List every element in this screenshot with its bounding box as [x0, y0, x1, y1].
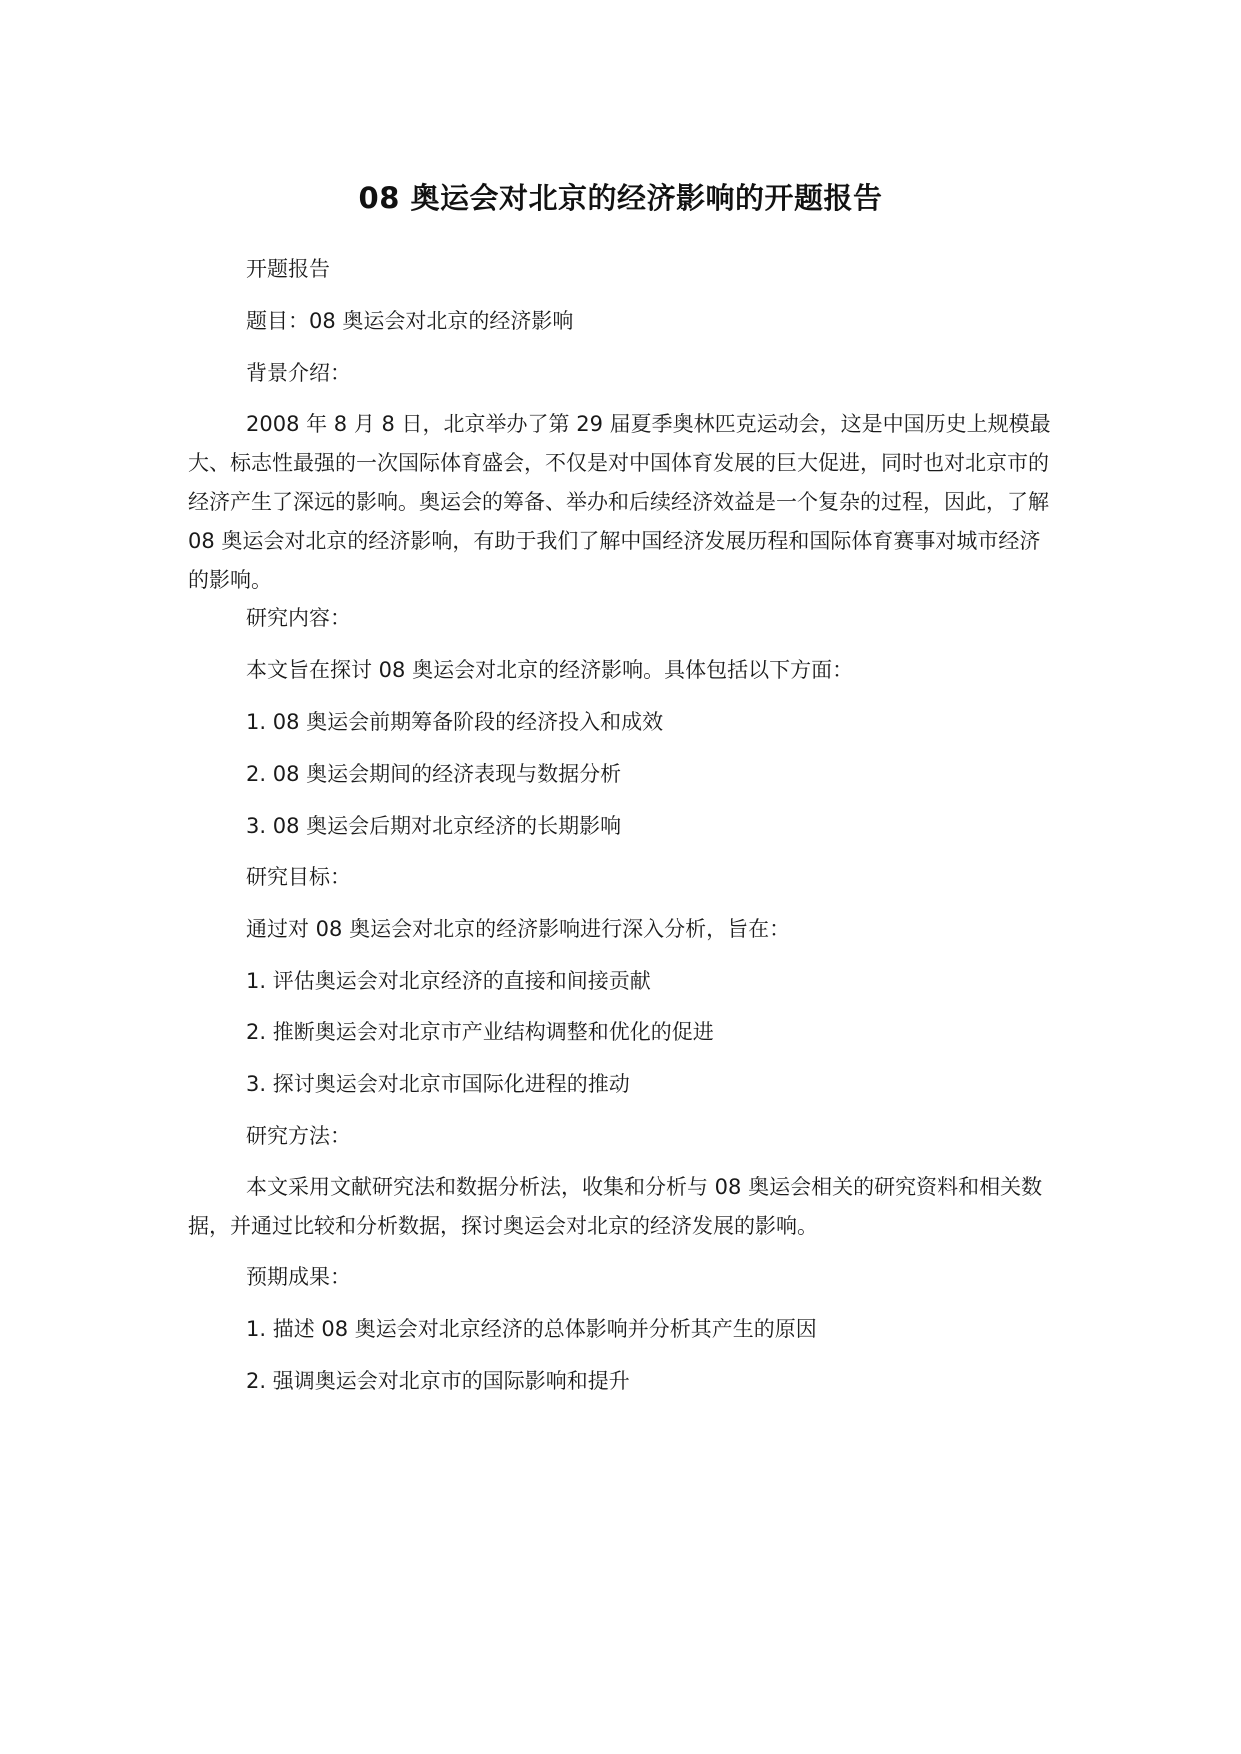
document-title: 08 奥运会对北京的经济影响的开题报告	[358, 181, 883, 215]
goal-heading: 研究目标：	[246, 865, 351, 889]
result-heading: 预期成果：	[246, 1265, 351, 1289]
result-item: 2. 强调奥运会对北京市的国际影响和提升	[246, 1369, 630, 1393]
method-paragraph: 本文采用文献研究法和数据分析法，收集和分析与 08 奥运会相关的研究资料和相关数据，并通过比较和分析数据，探讨奥运会对北京的经济发展的影响。	[188, 1175, 1043, 1238]
background-section	[188, 405, 1053, 600]
content-heading: 研究内容：	[246, 606, 351, 630]
report-label: 开题报告	[246, 257, 330, 281]
goal-item: 1. 评估奥运会对北京经济的直接和间接贡献	[246, 969, 651, 993]
background-paragraph: 2008 年 8 月 8 日，北京举办了第 29 届夏季奥林匹克运动会，这是中国历史上规模最大、标志性最强的一次国际体育盛会，不仅是对中国体育发展的巨大促进，同时也对北京市的经济产生了深远的影响。奥运会的筹备、举办和后续经济效益是一个复杂的过程，因此，了解 08 奥运会对北京的经济影响，有助于我们了解中国经济发展历程和国际体育赛事对城市经济的影响。	[188, 412, 1051, 592]
report-subject: 题目：08 奥运会对北京的经济影响	[246, 309, 574, 333]
background-heading: 背景介绍：	[246, 361, 351, 385]
goal-item: 2. 推断奥运会对北京市产业结构调整和优化的促进	[246, 1020, 714, 1044]
goal-item: 3. 探讨奥运会对北京市国际化进程的推动	[246, 1072, 630, 1096]
method-heading: 研究方法：	[246, 1124, 351, 1148]
method-section	[188, 1168, 1053, 1246]
content-item: 1. 08 奥运会前期筹备阶段的经济投入和成效	[246, 710, 664, 734]
content-intro: 本文旨在探讨 08 奥运会对北京的经济影响。具体包括以下方面：	[246, 658, 854, 682]
goal-intro: 通过对 08 奥运会对北京的经济影响进行深入分析，旨在：	[246, 917, 791, 941]
result-item: 1. 描述 08 奥运会对北京经济的总体影响并分析其产生的原因	[246, 1317, 817, 1341]
content-item: 2. 08 奥运会期间的经济表现与数据分析	[246, 762, 622, 786]
content-item: 3. 08 奥运会后期对北京经济的长期影响	[246, 814, 622, 838]
